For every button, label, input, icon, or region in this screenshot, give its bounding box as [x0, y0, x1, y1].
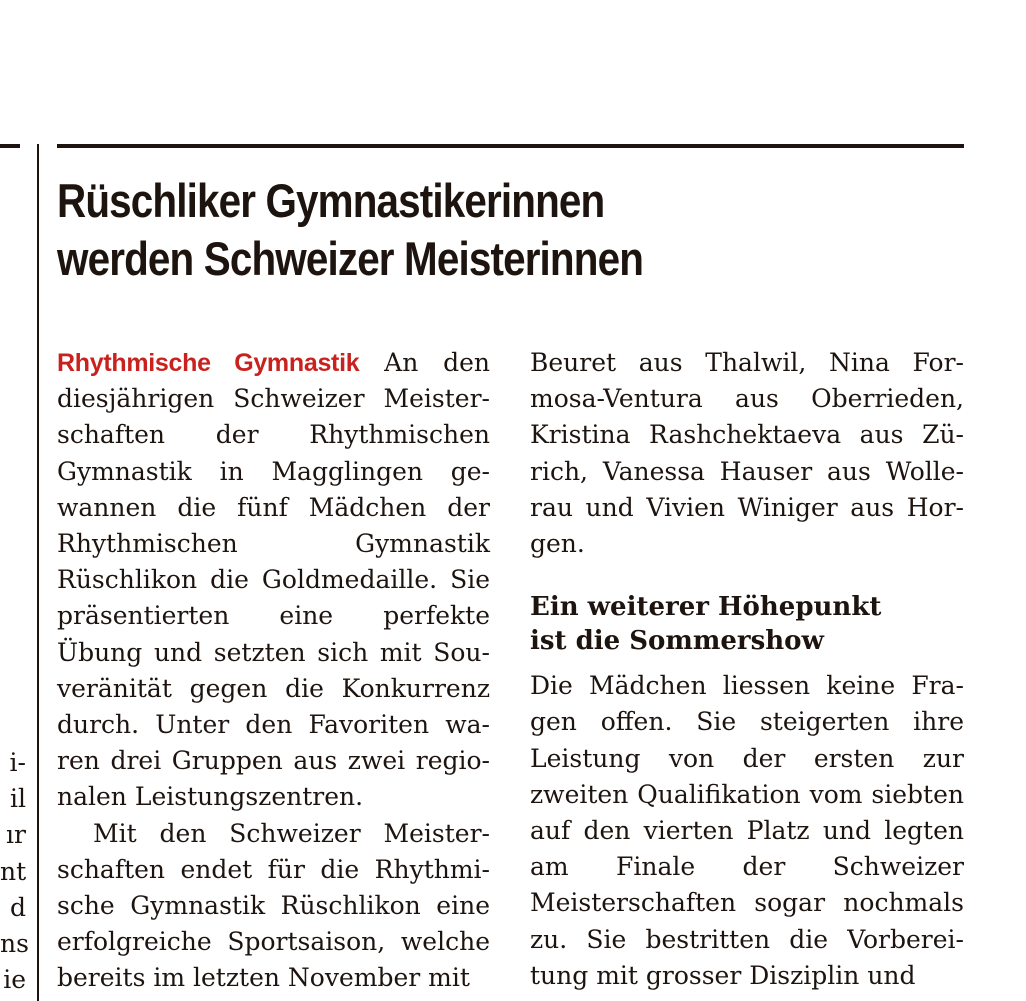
- article-column-2: [530, 345, 964, 994]
- article-top-rule: [57, 144, 964, 148]
- left-column-top-rule: [0, 144, 20, 148]
- article-column-1: [57, 345, 490, 997]
- article-headline: [57, 172, 831, 288]
- lead-paragraph: [57, 345, 490, 816]
- clipped-line: il: [10, 784, 26, 814]
- clipped-line: d: [9, 892, 26, 922]
- subheading-line-1: Ein weiterer Höhepunkt: [530, 592, 882, 623]
- clipped-line: i-: [9, 748, 26, 777]
- headline-line-1: Rüschliker Gymnastikerinnen: [57, 174, 605, 227]
- lead-paragraph-text: An den diesjährigen Schweizer Meisterschaften der Rhythmischen Gymnastik in Magglingen gewannen die fünf Mädchen der Rhythmischen Gymnastik Rüschlikon die Goldmedaille. Sie präsentierten eine perfekte Übung und setzten sich mit Souveränität gegen die Konkurrenz durch. Unter den Favoriten waren drei Gruppen aus zwei regionalen Leistungszentren.: [57, 348, 490, 812]
- clipped-line: nt: [0, 856, 27, 886]
- clipped-line: ie: [3, 965, 26, 995]
- clipped-line: ır: [6, 820, 26, 850]
- body-paragraph-2: Die Mädchen liessen keine Fragen offen. Sie steigerten ihre Leistung von der ersten zur zweiten Qualifikation vom siebten auf den vierten Platz und legten am Finale der Schweizer Meisterschaften sogar nochmals zu. Sie bestritten die Vorbereitung mit grosser Disziplin und: [530, 671, 964, 990]
- headline-line-2: werden Schweizer Meisterinnen: [57, 232, 644, 285]
- body-paragraph: Mit den Schweizer Meisterschaften endet für die Rhythmische Gymnastik Rüschlikon eine erfolgreiche Sportsaison, welche bereits im letzten November mit: [57, 818, 490, 993]
- clipped-line: ns: [0, 929, 29, 959]
- subheading-line-2: ist die Sommershow: [530, 626, 824, 657]
- body-paragraph-continued: Beuret aus Thalwil, Nina Formosa-Ventura aus Oberrieden, Kristina Rashchektaeva aus Zürich, Vanessa Hauser aus Wollerau und Vivien Winiger aus Horgen.: [530, 348, 964, 559]
- article-subheading: [530, 590, 964, 658]
- column-divider: [37, 144, 39, 1001]
- adjacent-article-clipped-text: [0, 745, 30, 998]
- article-kicker: Rhythmische Gymnastik: [57, 349, 360, 377]
